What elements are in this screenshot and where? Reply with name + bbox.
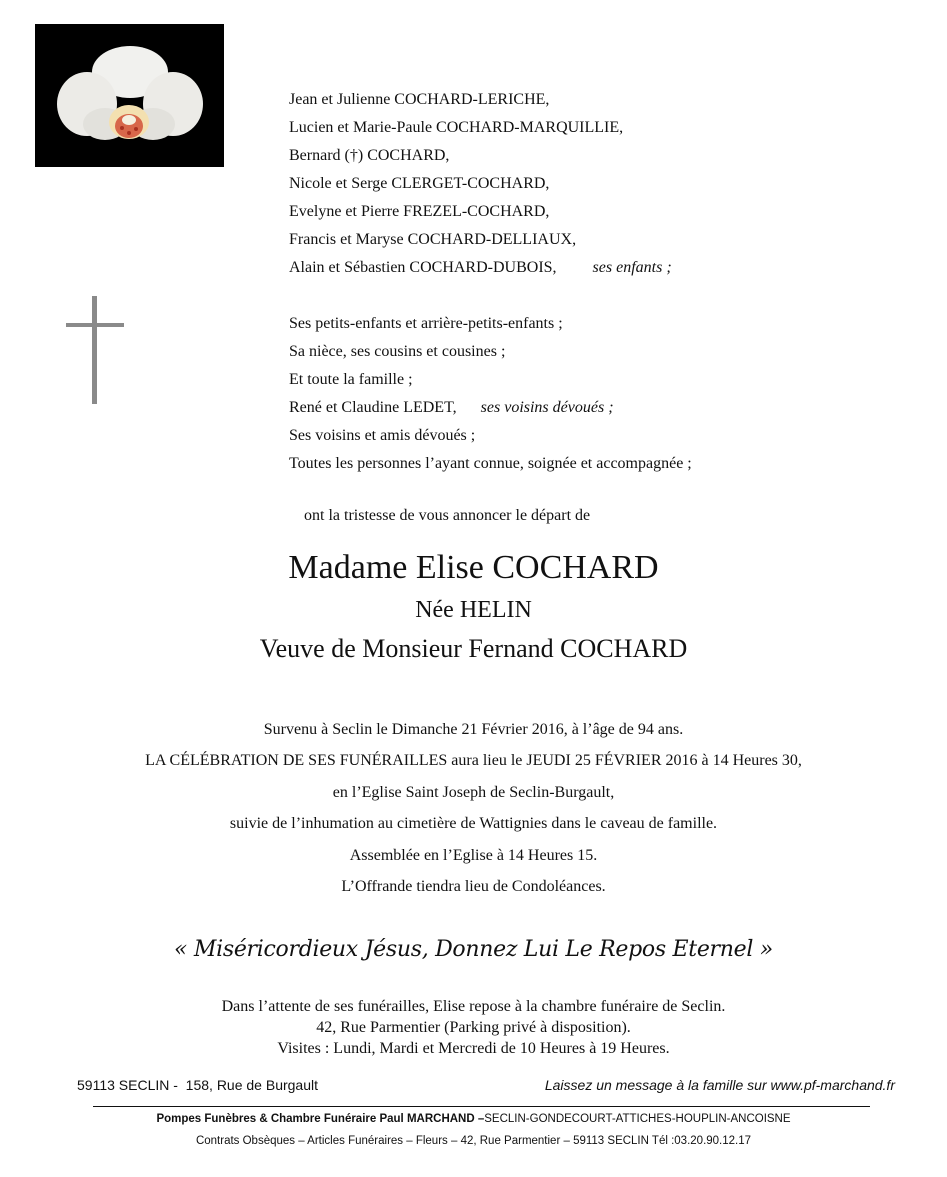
- detail-line: LA CÉLÉBRATION DE SES FUNÉRAILLES aura lieu le JEUDI 25 FÉVRIER 2016 à 14 Heures 30,: [145, 752, 802, 770]
- company-name: Pompes Funèbres & Chambre Funéraire Paul MARCHAND –: [156, 1113, 485, 1125]
- family-line: Lucien et Marie-Paule COCHARD-MARQUILLIE,: [289, 119, 624, 136]
- services-line: Contrats Obsèques – Articles Funéraires – Fleurs – 42, Rue Parmentier – 59113 SECLIN Tél :03.20.90.12.17: [195, 1135, 752, 1147]
- relative-line: Toutes les personnes l’ayant connue, soignée et accompagnée ;: [289, 455, 692, 472]
- widow-of: Veuve de Monsieur Fernand COCHARD: [259, 634, 688, 663]
- detail-line: Assemblée en l’Eglise à 14 Heures 15.: [349, 846, 598, 864]
- relative-line: Et toute la famille ;: [289, 371, 413, 388]
- orchid-photo: [35, 24, 224, 167]
- company-locations: SECLIN-GONDECOURT-ATTICHES-HOUPLIN-ANCOISNE: [484, 1113, 791, 1125]
- relative-line: René et Claudine LEDET, ses voisins dévoués ;: [289, 399, 614, 416]
- relative-line: Ses petits-enfants et arrière-petits-enfants ;: [289, 315, 563, 332]
- detail-line: L’Offrande tiendra lieu de Condoléances.: [341, 877, 606, 895]
- funeral-home-address: 59113 SECLIN - 158, Rue de Burgault: [77, 1077, 319, 1093]
- detail-line: en l’Eglise Saint Joseph de Seclin-Burgault,: [332, 783, 615, 801]
- funeral-details: [0, 714, 947, 902]
- family-line: Evelyne et Pierre FREZEL-COCHARD,: [289, 203, 550, 220]
- family-line: Francis et Maryse COCHARD-DELLIAUX,: [289, 231, 577, 248]
- announcement-text: ont la tristesse de vous annoncer le départ de: [304, 507, 591, 524]
- divider: [93, 1106, 870, 1107]
- relative-line: Ses voisins et amis dévoués ;: [289, 427, 476, 444]
- relative-line: Sa nièce, ses cousins et cousines ;: [289, 343, 506, 360]
- visitation-line: 42, Rue Parmentier (Parking privé à disposition).: [316, 1019, 631, 1036]
- birth-name: Née HELIN: [415, 597, 532, 623]
- children-note: ses enfants ;: [592, 259, 672, 276]
- family-line: Jean et Julienne COCHARD-LERICHE,: [289, 91, 550, 108]
- deceased-name: Madame Elise COCHARD: [288, 549, 659, 586]
- family-line: Alain et Sébastien COCHARD-DUBOIS, ses enfants ;: [289, 259, 672, 276]
- cross-icon: [64, 296, 126, 404]
- visitation-line: Dans l’attente de ses funérailles, Elise repose à la chambre funéraire de Seclin.: [221, 998, 726, 1015]
- prayer-quote: « Miséricordieux Jésus, Donnez Lui Le Repos Eternel »: [174, 937, 773, 962]
- detail-line: Survenu à Seclin le Dimanche 21 Février 2016, à l’âge de 94 ans.: [263, 721, 684, 738]
- visitation-line: Visites : Lundi, Mardi et Mercredi de 10 Heures à 19 Heures.: [277, 1040, 670, 1057]
- family-line: Bernard (†) COCHARD,: [289, 147, 450, 164]
- family-list: [289, 86, 889, 478]
- neighbors-note: ses voisins dévoués ;: [480, 399, 614, 416]
- visitation-info: [0, 996, 947, 1059]
- detail-line: suivie de l’inhumation au cimetière de Wattignies dans le caveau de famille.: [229, 815, 718, 833]
- message-link-text: Laissez un message à la famille sur www.pf-marchand.fr: [544, 1077, 895, 1093]
- family-line: Nicole et Serge CLERGET-COCHARD,: [289, 175, 550, 192]
- company-line: [0, 1113, 947, 1125]
